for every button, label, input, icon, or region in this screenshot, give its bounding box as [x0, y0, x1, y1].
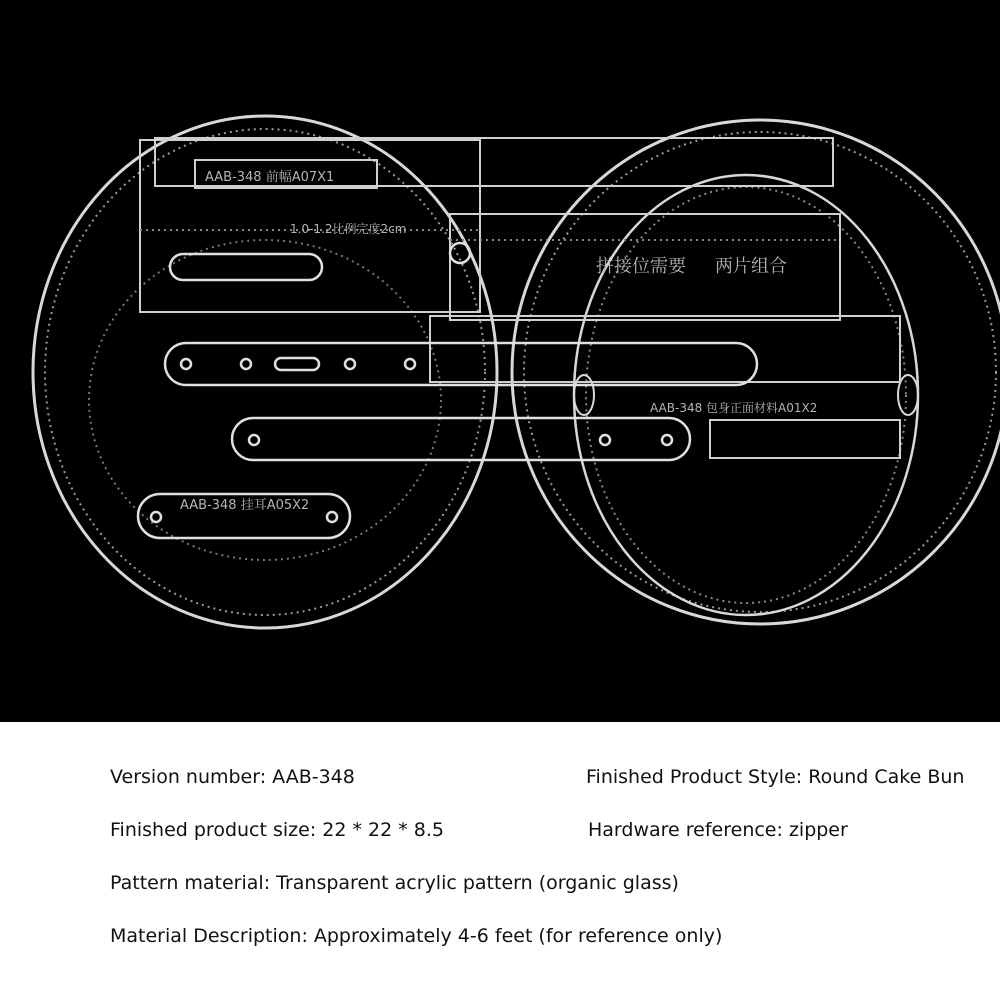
- tab-label: AAB-348 挂耳A05X2: [180, 498, 310, 513]
- strap-label-1: AAB-348 包身正面材料A01X2: [650, 401, 818, 415]
- note-line-2: 两片组合: [715, 256, 787, 277]
- product-style: Finished Product Style: Round Cake Bun: [586, 766, 965, 788]
- product-size: Finished product size: 22 * 22 * 8.5: [110, 819, 445, 841]
- hardware-reference: Hardware reference: zipper: [588, 819, 848, 841]
- note-line-1: 1.0-1.2比例完度2cm: [290, 222, 407, 236]
- version-number: Version number: AAB-348: [110, 766, 355, 788]
- pattern-material: Pattern material: Transparent acrylic pattern (organic glass): [110, 872, 679, 894]
- material-description: Material Description: Approximately 4-6 feet (for reference only): [110, 925, 723, 947]
- top-band-label: AAB-348 前幅A07X1: [205, 170, 335, 185]
- note-line-3: 拼接位需要: [596, 256, 686, 277]
